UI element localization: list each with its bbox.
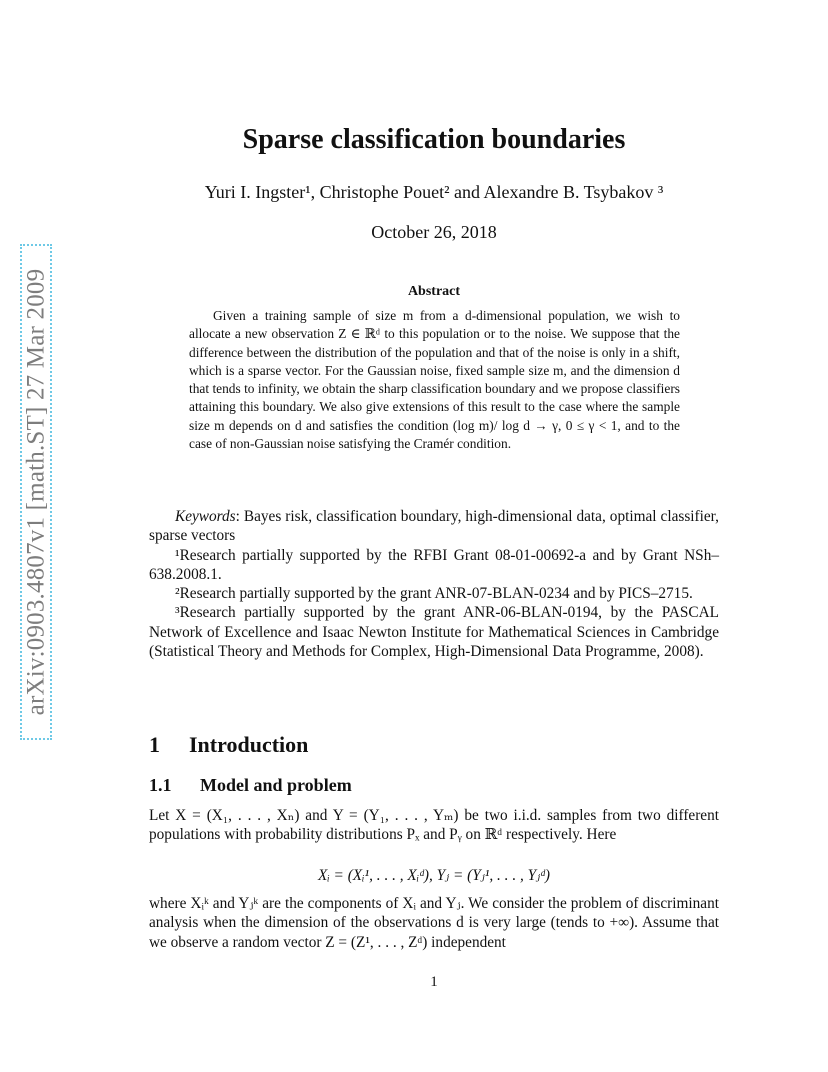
footnote-1: ¹Research partially supported by the RFBI Grant 08-01-00692-a and by Grant NSh–638.2008.1. <box>149 546 719 583</box>
subsection-number: 1.1 <box>149 775 172 795</box>
arxiv-identifier-stamp[interactable] <box>20 244 52 740</box>
section-title: Introduction <box>189 732 309 757</box>
section-number: 1 <box>149 732 160 757</box>
keywords-and-footnotes <box>149 507 719 661</box>
intro-paragraph-2: where Xᵢᵏ and Yⱼᵏ are the components of Xᵢ and Yⱼ. We consider the problem of discriminant analysis when the dimension of the observations d is very large (tends to +∞). Assume that we observe a random vector Z = (Z¹, . . . , Zᵈ) independent <box>149 895 719 951</box>
intro-paragraph-2-block <box>149 894 719 952</box>
intro-paragraph-block <box>149 806 719 845</box>
keywords-paragraph <box>149 507 719 546</box>
keywords-text: : Bayes risk, classification boundary, high-dimensional data, optimal classifier, sparse vectors <box>149 508 719 545</box>
footnote-2: ²Research partially supported by the grant ANR-07-BLAN-0234 and by PICS–2715. <box>175 585 693 603</box>
abstract-body <box>189 307 680 453</box>
abstract-heading: Abstract <box>407 284 461 299</box>
subsection-heading <box>149 775 352 796</box>
section-heading <box>149 732 308 758</box>
arxiv-identifier-text: arXiv:0903.4807v1 [math.ST] 27 Mar 2009 <box>22 268 50 716</box>
keywords-label: Keywords <box>175 508 236 525</box>
paper-date: October 26, 2018 <box>371 222 497 242</box>
page-number: 1 <box>430 974 438 990</box>
intro-paragraph: Let X = (X₁, . . . , Xₙ) and Y = (Y₁, . . . , Yₘ) be two i.i.d. samples from two different populations with probability distributions Pₓ and Pᵧ on ℝᵈ respectively. Here <box>149 807 719 844</box>
subsection-title: Model and problem <box>200 775 352 795</box>
author-list: Yuri I. Ingster¹, Christophe Pouet² and Alexandre B. Tsybakov ³ <box>204 182 664 202</box>
display-equation: Xᵢ = (Xᵢ¹, . . . , Xᵢᵈ), Yⱼ = (Yⱼ¹, . . . , Yⱼᵈ) <box>317 867 551 884</box>
paper-title: Sparse classification boundaries <box>242 124 626 155</box>
abstract-text: Given a training sample of size m from a d-dimensional population, we wish to allocate a new observation Z ∈ ℝᵈ to this population or to the noise. We suppose that the difference between the distribution of the population and that of the noise is only in a shift, which is a sparse vector. For the Gaussian noise, fixed sample size m, and the dimension d that tends to infinity, we obtain the sharp classification boundary and we propose classifiers attaining this boundary. We also give extensions of this result to the case where the sample size m depends on d and satisfies the condition (log m)/ log d → γ, 0 ≤ γ < 1, and to the case of non-Gaussian noise satisfying the Cramér condition. <box>189 308 680 452</box>
footnote-3: ³Research partially supported by the grant ANR-06-BLAN-0194, by the PASCAL Network of Excellence and Isaac Newton Institute for Mathematical Sciences in Cambridge (Statistical Theory and Methods for Complex, High-Dimensional Data Programme, 2008). <box>149 604 719 661</box>
